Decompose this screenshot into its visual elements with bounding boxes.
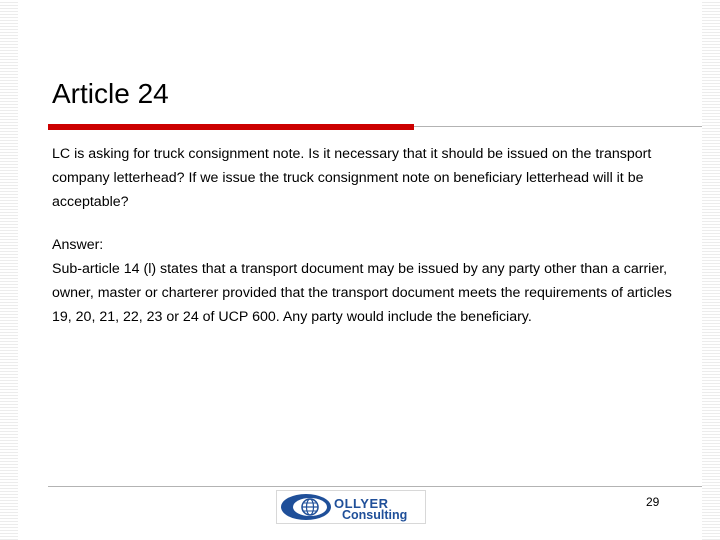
slide-title: Article 24 — [52, 78, 169, 109]
logo-wordmark: OLLYER — [334, 496, 389, 511]
globe-icon — [280, 493, 332, 521]
collyer-logo — [276, 490, 426, 524]
answer-text: Sub-article 14 (l) states that a transport document may be issued by any party other than a carrier, owner, master or charterer provided that the transport document meets the requirements of articles 19, 20, 21, 22, 23 or 24 of UCP 600. Any party would include the beneficiary. — [52, 261, 672, 325]
question-text: LC is asking for truck consignment note. Is it necessary that it should be issued on the transport company letterhead? If we issue the truck consignment note on beneficiary letterhead will it be acceptable? — [52, 146, 652, 210]
page-number: 29 — [646, 495, 660, 509]
title-accent-bar — [48, 124, 414, 130]
answer-label: Answer: — [52, 237, 104, 253]
title-underline — [414, 126, 702, 127]
logo-tagline: Consulting — [342, 508, 408, 522]
footer-divider — [48, 486, 702, 487]
